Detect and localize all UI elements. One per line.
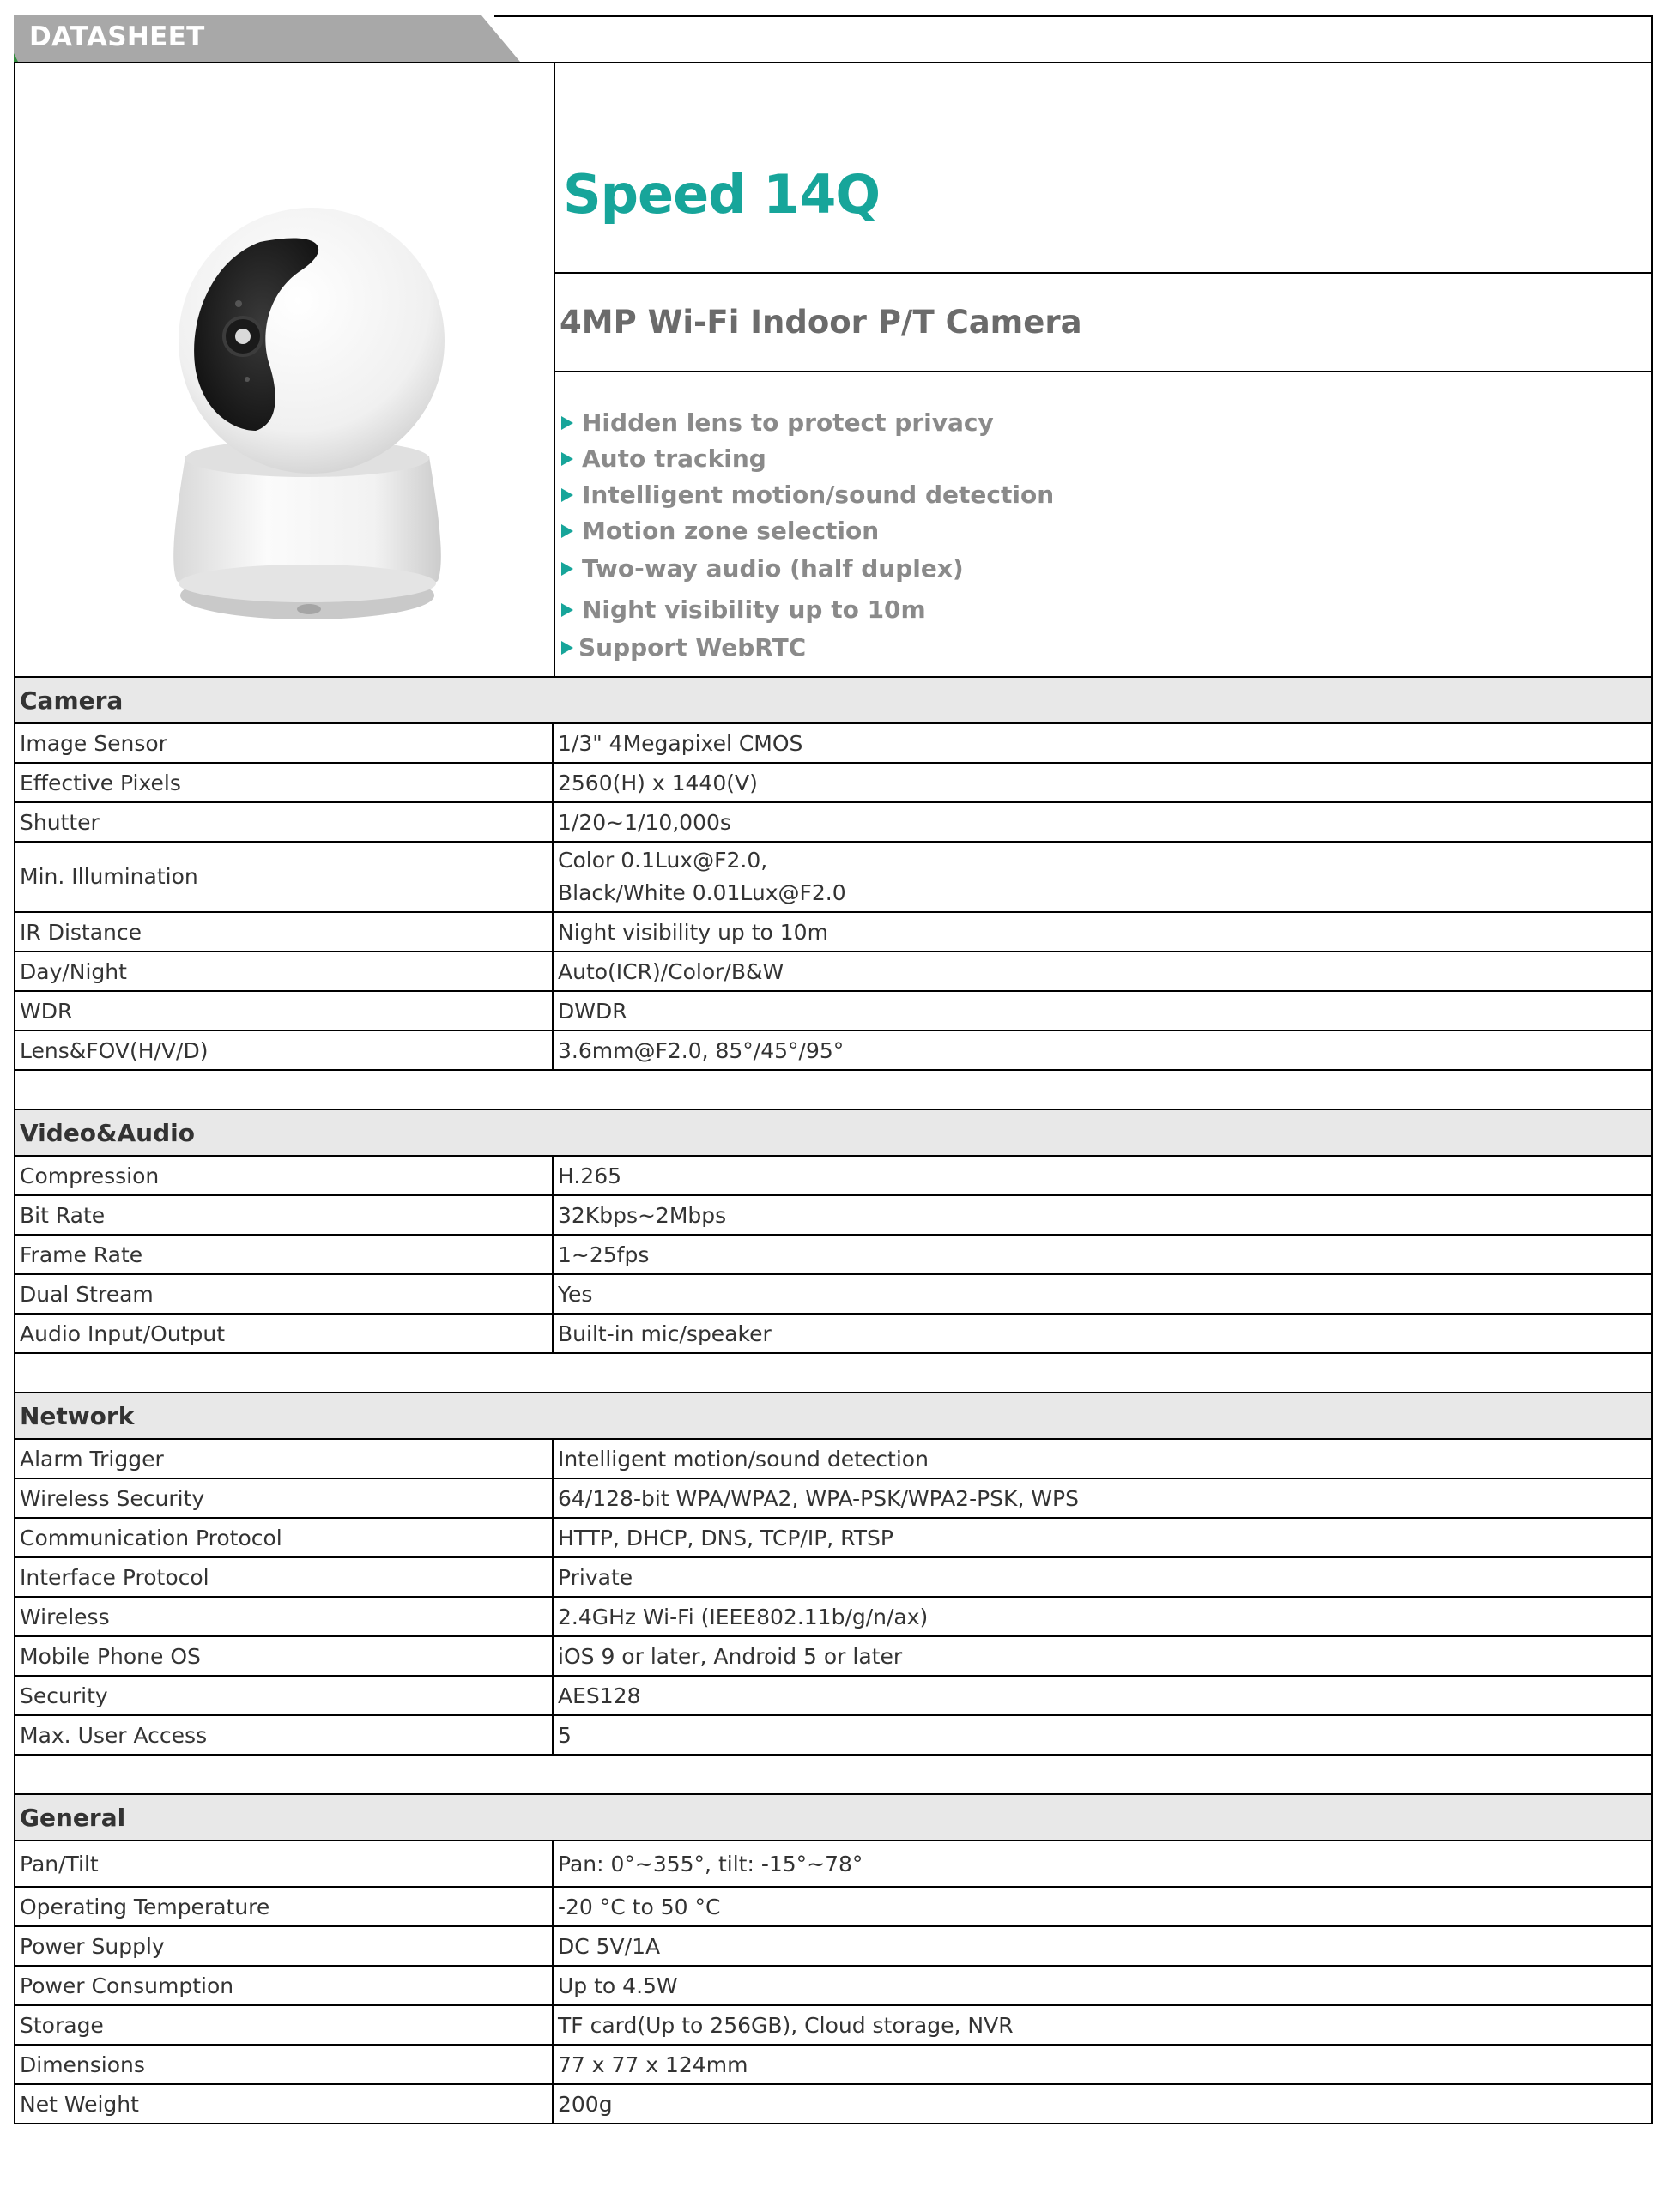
spec-label: Dimensions bbox=[15, 2045, 553, 2084]
spec-value: 64/128-bit WPA/WPA2, WPA-PSK/WPA2-PSK, WPS bbox=[553, 1478, 1652, 1518]
spec-value: 1/20~1/10,000s bbox=[553, 802, 1652, 842]
spec-value: -20 °C to 50 °C bbox=[553, 1887, 1652, 1926]
triangle-bullet-icon bbox=[561, 524, 573, 538]
table-row bbox=[15, 1518, 1652, 1557]
spec-value: TF card(Up to 256GB), Cloud storage, NVR bbox=[553, 2005, 1652, 2045]
triangle-bullet-icon bbox=[561, 488, 573, 502]
table-row bbox=[15, 1840, 1652, 1887]
spec-value-line: Color 0.1Lux@F2.0, bbox=[558, 848, 768, 873]
spec-value: 77 x 77 x 124mm bbox=[553, 2045, 1652, 2084]
section-header-video-audio bbox=[15, 1109, 1652, 1156]
spec-value: iOS 9 or later, Android 5 or later bbox=[553, 1636, 1652, 1676]
spec-value: Built-in mic/speaker bbox=[553, 1314, 1652, 1353]
table-row bbox=[15, 1314, 1652, 1353]
spec-value: 3.6mm@F2.0, 85°/45°/95° bbox=[553, 1030, 1652, 1070]
spec-label: Shutter bbox=[15, 802, 553, 842]
feature-item bbox=[561, 592, 1054, 628]
table-row bbox=[15, 1676, 1652, 1715]
spec-value: 1~25fps bbox=[553, 1235, 1652, 1274]
product-hero bbox=[14, 62, 1653, 692]
spec-value: Up to 4.5W bbox=[553, 1966, 1652, 2005]
spec-value: Yes bbox=[553, 1274, 1652, 1314]
spec-value: HTTP, DHCP, DNS, TCP/IP, RTSP bbox=[553, 1518, 1652, 1557]
feature-item bbox=[561, 630, 1054, 666]
spec-label: Communication Protocol bbox=[15, 1518, 553, 1557]
feature-text: Support WebRTC bbox=[578, 633, 807, 662]
table-row bbox=[15, 1439, 1652, 1478]
spacer-row bbox=[15, 1070, 1652, 1109]
table-row bbox=[15, 1478, 1652, 1518]
spec-label: WDR bbox=[15, 991, 553, 1030]
spec-label: Wireless bbox=[15, 1597, 553, 1636]
spec-value: AES128 bbox=[553, 1676, 1652, 1715]
table-row bbox=[15, 1887, 1652, 1926]
spec-label: Bit Rate bbox=[15, 1195, 553, 1235]
spec-value: DWDR bbox=[553, 991, 1652, 1030]
spec-value: H.265 bbox=[553, 1156, 1652, 1195]
feature-text: Night visibility up to 10m bbox=[582, 595, 926, 624]
section-header-general bbox=[15, 1794, 1652, 1840]
product-name: Speed 14Q bbox=[563, 163, 881, 226]
table-row bbox=[15, 1557, 1652, 1597]
spec-value-line: Black/White 0.01Lux@F2.0 bbox=[558, 880, 846, 905]
spacer-row bbox=[15, 1755, 1652, 1794]
table-row bbox=[15, 2005, 1652, 2045]
triangle-bullet-icon bbox=[561, 641, 573, 655]
spec-label: Max. User Access bbox=[15, 1715, 553, 1755]
feature-item bbox=[561, 441, 1054, 477]
section-header-camera bbox=[15, 677, 1652, 723]
table-row bbox=[15, 991, 1652, 1030]
table-row bbox=[15, 723, 1652, 763]
table-row bbox=[15, 912, 1652, 952]
triangle-bullet-icon bbox=[561, 562, 573, 576]
spec-label: Interface Protocol bbox=[15, 1557, 553, 1597]
camera-product-image bbox=[161, 190, 453, 628]
datasheet-tab bbox=[14, 15, 520, 62]
table-row bbox=[15, 1274, 1652, 1314]
section-title: Network bbox=[15, 1393, 1652, 1439]
spec-label: Frame Rate bbox=[15, 1235, 553, 1274]
spec-label: Compression bbox=[15, 1156, 553, 1195]
top-border bbox=[494, 15, 1653, 17]
product-subtitle: 4MP Wi-Fi Indoor P/T Camera bbox=[560, 304, 1082, 341]
table-row bbox=[15, 1235, 1652, 1274]
feature-item bbox=[561, 405, 1054, 441]
spec-label: Net Weight bbox=[15, 2084, 553, 2124]
spec-value: Private bbox=[553, 1557, 1652, 1597]
spec-value bbox=[553, 842, 1652, 912]
spec-label: Audio Input/Output bbox=[15, 1314, 553, 1353]
triangle-bullet-icon bbox=[561, 452, 573, 466]
spec-label: Effective Pixels bbox=[15, 763, 553, 802]
spec-label: Min. Illumination bbox=[15, 842, 553, 912]
table-row bbox=[15, 763, 1652, 802]
spec-label: Lens&FOV(H/V/D) bbox=[15, 1030, 553, 1070]
feature-item bbox=[561, 477, 1054, 513]
table-row bbox=[15, 1030, 1652, 1070]
feature-item bbox=[561, 513, 1054, 549]
table-row bbox=[15, 802, 1652, 842]
spec-value: DC 5V/1A bbox=[553, 1926, 1652, 1966]
spec-label: Mobile Phone OS bbox=[15, 1636, 553, 1676]
feature-text: Two-way audio (half duplex) bbox=[582, 554, 964, 583]
table-row bbox=[15, 1715, 1652, 1755]
spec-table bbox=[14, 676, 1653, 2124]
table-row bbox=[15, 1195, 1652, 1235]
feature-text: Intelligent motion/sound detection bbox=[582, 480, 1055, 509]
spec-value: Intelligent motion/sound detection bbox=[553, 1439, 1652, 1478]
spec-value: 2.4GHz Wi-Fi (IEEE802.11b/g/n/ax) bbox=[553, 1597, 1652, 1636]
spec-value: 2560(H) x 1440(V) bbox=[553, 763, 1652, 802]
spec-value: 32Kbps~2Mbps bbox=[553, 1195, 1652, 1235]
spec-value: Auto(ICR)/Color/B&W bbox=[553, 952, 1652, 991]
triangle-bullet-icon bbox=[561, 603, 573, 617]
spec-value: 5 bbox=[553, 1715, 1652, 1755]
spacer-cell bbox=[15, 1070, 1652, 1109]
spec-label: Operating Temperature bbox=[15, 1887, 553, 1926]
table-row bbox=[15, 952, 1652, 991]
spacer-cell bbox=[15, 1353, 1652, 1393]
table-row bbox=[15, 842, 1652, 912]
subtitle-divider bbox=[555, 371, 1653, 372]
spec-value: 1/3" 4Megapixel CMOS bbox=[553, 723, 1652, 763]
spec-value: 200g bbox=[553, 2084, 1652, 2124]
spec-label: Security bbox=[15, 1676, 553, 1715]
spec-label: Day/Night bbox=[15, 952, 553, 991]
spec-value: Pan: 0°~355°, tilt: -15°~78° bbox=[553, 1840, 1652, 1887]
spec-label: Pan/Tilt bbox=[15, 1840, 553, 1887]
section-title: Video&Audio bbox=[15, 1109, 1652, 1156]
table-row bbox=[15, 1597, 1652, 1636]
spec-label: Power Consumption bbox=[15, 1966, 553, 2005]
spec-value: Night visibility up to 10m bbox=[553, 912, 1652, 952]
table-row bbox=[15, 2045, 1652, 2084]
table-row bbox=[15, 1156, 1652, 1195]
spec-label: Dual Stream bbox=[15, 1274, 553, 1314]
top-right-border bbox=[1651, 15, 1653, 63]
section-title: General bbox=[15, 1794, 1652, 1840]
spec-label: Alarm Trigger bbox=[15, 1439, 553, 1478]
spec-label: Wireless Security bbox=[15, 1478, 553, 1518]
feature-text: Hidden lens to protect privacy bbox=[582, 408, 994, 437]
spec-label: Power Supply bbox=[15, 1926, 553, 1966]
section-header-network bbox=[15, 1393, 1652, 1439]
spacer-row bbox=[15, 1353, 1652, 1393]
table-row bbox=[15, 1926, 1652, 1966]
table-row bbox=[15, 2084, 1652, 2124]
feature-list bbox=[561, 405, 1054, 666]
triangle-bullet-icon bbox=[561, 416, 573, 430]
spacer-cell bbox=[15, 1755, 1652, 1794]
spec-label: Image Sensor bbox=[15, 723, 553, 763]
table-row bbox=[15, 1966, 1652, 2005]
feature-text: Motion zone selection bbox=[582, 517, 880, 545]
section-title: Camera bbox=[15, 677, 1652, 723]
feature-text: Auto tracking bbox=[582, 444, 766, 473]
hero-divider bbox=[554, 62, 555, 690]
spec-label: IR Distance bbox=[15, 912, 553, 952]
datasheet-page bbox=[14, 15, 1653, 2191]
title-divider bbox=[555, 272, 1653, 274]
feature-item bbox=[561, 551, 1054, 587]
spec-label: Storage bbox=[15, 2005, 553, 2045]
table-row bbox=[15, 1636, 1652, 1676]
datasheet-label: DATASHEET bbox=[29, 21, 205, 52]
